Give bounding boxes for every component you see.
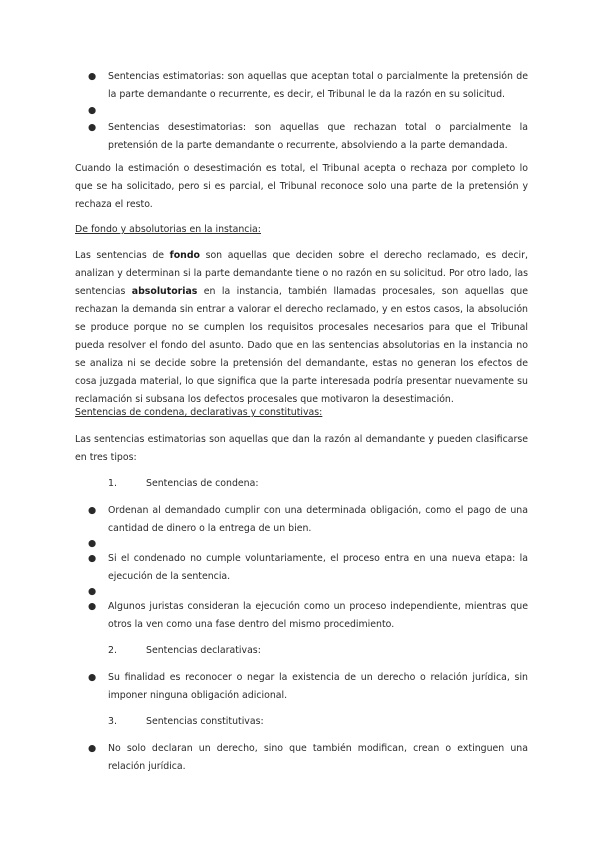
list-number: 1.: [108, 478, 117, 489]
paragraph: Cuando la estimación o desestimación es total, el Tribunal acepta o rechaza por completo lo que se ha solicitado, pero si es parcial, el Tribunal reconoce solo una parte de la pretensión y rechaza el resto.: [75, 163, 528, 210]
bullet-icon: ●: [88, 553, 97, 564]
list-item-text: Algunos juristas consideran la ejecución como un proceso independiente, mientras que otros la ven como una fase dentro del mismo procedimiento.: [108, 601, 528, 630]
numbered-heading-label: Sentencias constitutivas:: [146, 716, 264, 727]
list-item-text: No solo declaran un derecho, sino que también modifican, crean o extinguen una relación jurídica.: [108, 743, 528, 772]
list-item-text: Sentencias desestimatorias: son aquellas que rechazan total o parcialmente la pretensión de la parte demandante o recurrente, absolviendo a la parte demandada.: [108, 122, 528, 151]
numbered-heading-label: Sentencias declarativas:: [146, 645, 261, 656]
bullet-icon: ●: [88, 105, 97, 116]
list-item-text: Si el condenado no cumple voluntariamente, el proceso entra en una nueva etapa: la ejecución de la sentencia.: [108, 553, 528, 582]
list-item-text: Sentencias estimatorias: son aquellas que aceptan total o parcialmente la pretensión de la parte demandante o recurrente, es decir, el Tribunal le da la razón en su solicitud.: [108, 71, 528, 100]
section-heading: Sentencias de condena, declarativas y constitutivas:: [75, 407, 323, 418]
bold-term: fondo: [169, 250, 200, 261]
bullet-icon: ●: [88, 71, 97, 82]
bullet-icon: ●: [88, 505, 97, 516]
list-item-text: Ordenan al demandado cumplir con una determinada obligación, como el pago de una cantidad de dinero o la entrega de un bien.: [108, 505, 528, 534]
bullet-icon: ●: [88, 586, 97, 597]
paragraph-text: en la instancia, también llamadas procesales, son aquellas que rechazan la demanda sin entrar a valorar el derecho reclamado, y en estos casos, la absolución se produce porque no se cumplen los requisitos procesales necesarios para que el Tribunal pueda resolver el fondo del asunto. Dado que en las sentencias absolutorias en la instancia no se analiza ni se decide sobre la pretensión del demandante, estas no generan los efectos de cosa juzgada material, lo que significa que la parte interesada podría presentar nuevamente su reclamación si subsana los defectos procesales que motivaron la desestimación.: [75, 286, 528, 405]
numbered-heading-label: Sentencias de condena:: [146, 478, 259, 489]
list-item-text: Su finalidad es reconocer o negar la existencia de un derecho o relación jurídica, sin imponer ninguna obligación adicional.: [108, 672, 528, 701]
paragraph: Las sentencias estimatorias son aquellas que dan la razón al demandante y pueden clasificarse en tres tipos:: [75, 434, 528, 463]
paragraph: [75, 247, 528, 409]
bold-term: absolutorias: [131, 286, 198, 297]
bullet-icon: ●: [88, 743, 97, 754]
bullet-icon: ●: [88, 122, 97, 133]
section-heading: De fondo y absolutorias en la instancia:: [75, 224, 261, 235]
paragraph-text: Las sentencias de: [75, 250, 170, 261]
bullet-icon: ●: [88, 672, 97, 683]
paragraph-text: son aquellas que deciden sobre el derecho reclamado, es decir, analizan y determinan si la parte demandante tiene o no razón en su solicitud. Por otro lado, las sentencias: [75, 250, 528, 297]
bullet-icon: ●: [88, 601, 97, 612]
bullet-icon: ●: [88, 538, 97, 549]
list-number: 2.: [108, 645, 117, 656]
list-number: 3.: [108, 716, 117, 727]
